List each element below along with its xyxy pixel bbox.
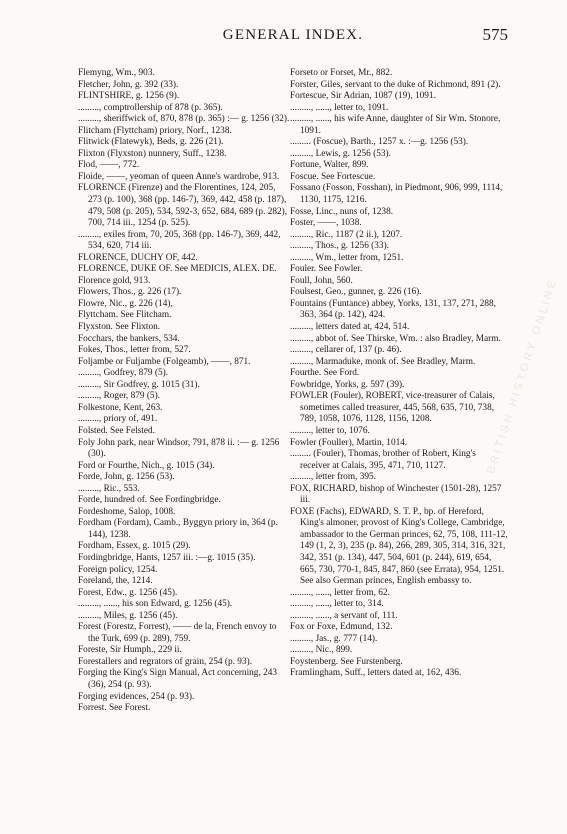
index-entry: Fletcher, John, g. 392 (33). — [78, 79, 179, 90]
index-entry: ........., cellarer of, 137 (p. 46). — [290, 345, 402, 356]
index-column-right — [290, 68, 508, 680]
index-column-left — [78, 68, 290, 715]
index-entry: Flowers, Thos., g. 226 (17). — [78, 287, 182, 298]
index-entry: FLORENCE, DUKE OF. See MEDICIS, ALEX. DE. — [78, 264, 277, 275]
index-entry: ........., ......, letter from, 62. — [290, 587, 390, 598]
index-entry: Foly John park, near Windsor, 791, 878 ii. :— g. 1256 (30). — [78, 437, 280, 460]
index-entry: Focchars, the bankers, 534. — [78, 333, 180, 344]
index-entry: Forest (Forestz, Forrest), —— de la, French envoy to the Turk, 699 (p. 289), 759. — [78, 622, 277, 644]
index-entry: Foreign policy, 1254. — [78, 564, 158, 575]
index-entry: FLINTSHIRE, g. 1256 (9). — [78, 91, 180, 102]
index-entry: Flitcham (Flyttcham) priory, Norf., 1238. — [78, 125, 232, 136]
index-entry: Fortescue, Sir Adrian, 1087 (19), 1091. — [290, 91, 436, 102]
index-entry: Fowler (Fouller), Martin, 1014. — [290, 437, 408, 448]
index-entry: ........., Thos., g. 1256 (33). — [290, 241, 389, 252]
index-entry: Folsted. See Felsted. — [78, 425, 155, 436]
index-entry: Fosse, Linc., nuns of, 1238. — [290, 206, 394, 217]
index-entry: Fouler. See Fowler. — [290, 264, 363, 275]
index-entry: ........., Wm., letter from, 1251. — [290, 252, 404, 263]
index-entry: Foull, John, 560. — [290, 275, 353, 286]
index-entry: ........., Marmaduke, monk of. See Bradley, Marm. — [290, 356, 476, 367]
index-entry: ........., Roger, 879 (5). — [78, 391, 160, 402]
page-number: 575 — [482, 25, 508, 44]
index-entry: Flitwick (Flatewyk), Beds, g. 226 (21). — [78, 137, 224, 148]
index-entry: FOWLER (Fouler), ROBERT, vice-treasurer of Calais, sometimes called treasurer, 445, 568, 635, 710, 738, 789, 1058, 1076, 1128, 1156, 1208. — [290, 391, 495, 425]
index-entry: Foulsest, Geo., gunner, g. 226 (16). — [290, 287, 422, 298]
index-entry: FLORENCE (Firenze) and the Florentines, 124, 205, 273 (p. 100), 368 (pp. 146-7), 369, 442, 458 (p. 187), 479, 508 (p. 205), 534, 592-3, 652, 684, 689 (p. 282), 700, 714 iii., 1254 (p. 525). — [78, 183, 288, 229]
index-entry: Flyttcham. See Flitcham. — [78, 310, 172, 321]
index-entry: Flyxston. See Flixton. — [78, 322, 161, 333]
index-entry: Forrest. See Forest. — [78, 703, 151, 714]
index-entry: Fountains (Funtance) abbey, Yorks, 131, 137, 271, 288, 363, 364 (p. 142), 424. — [290, 298, 496, 321]
index-entry: Forging the King's Sign Manual, Act concerning, 243 (36), 254 (p. 93). — [78, 668, 278, 690]
index-entry: ........., Lewis, g. 1256 (53). — [290, 148, 391, 159]
index-entry: ........., Nic., 899. — [290, 645, 353, 656]
index-entry: Fokes, Thos., letter from, 527. — [78, 345, 191, 356]
index-entry: Forde, John, g. 1256 (53). — [78, 472, 175, 483]
index-entry: Fowbridge, Yorks, g. 597 (39). — [290, 379, 405, 390]
index-entry: ........., Ric., 1187 (2 ii.), 1207. — [290, 229, 403, 240]
index-entry: Foreland, the, 1214. — [78, 576, 153, 587]
index-entry: Fordham, Essex, g. 1015 (29). — [78, 541, 191, 552]
index-entry: Fox or Foxe, Edmund, 132. — [290, 622, 393, 633]
index-entry: ........., letter from, 395. — [290, 472, 376, 483]
index-entry: Forestallers and regrators of grain, 254 (p. 93). — [78, 656, 253, 667]
index-entry: ........., ......, letter to, 314. — [290, 599, 384, 610]
index-entry: Flixton (Flyxston) nunnery, Suff., 1238. — [78, 148, 227, 159]
index-entry: FLORENCE, DUCHY OF, 442. — [78, 252, 198, 263]
index-entry: ........., letters dated at, 424, 514. — [290, 322, 410, 333]
index-entry: ........., priory of, 491. — [78, 414, 158, 425]
index-entry: Forseto or Forset, Mr., 882. — [290, 68, 393, 78]
index-entry: Fourthe. See Ford. — [290, 368, 360, 379]
index-entry: ........., comptrollership of 878 (p. 365). — [78, 102, 223, 113]
index-entry: ........., ......, his wife Anne, daughter of Sir Wm. Stonore, 1091. — [290, 114, 501, 136]
index-entry: FOX, RICHARD, bishop of Winchester (1501-28), 1257 iii. — [290, 483, 502, 506]
index-entry: Forster, Giles, servant to the duke of Richmond, 891 (2). — [290, 79, 501, 90]
index-entry: Fossano (Fosson, Fosshan), in Piedmont, 906, 999, 1114, 1130, 1175, 1216. — [290, 183, 503, 206]
index-entry: Ford or Fourthe, Nich., g. 1015 (34). — [78, 460, 215, 471]
index-entry: Fortune, Walter, 899. — [290, 160, 369, 171]
index-entry: FOXE (Fachs), EDWARD, S. T. P., bp. of Hereford, King's almoner, provost of King's College, Cambridge, ambassador to the German princes, 62, 75, 108, 111-12, 149 (1, 2, 3), 235 (p. 84), 266, 289, 305, 314, 316, 321, 342, 351 (p. 134), 447, 504, 601 (p. 244), 619, 654, 665, 730, 770-1, 845, 847, 860 (see Errata), 954, 1251. See also German princes, English embassy to. — [290, 506, 508, 587]
index-entry: Foscue. See Fortescue. — [290, 171, 376, 182]
index-entry: ........., letter to, 1076. — [290, 425, 370, 436]
page-header — [78, 27, 508, 53]
running-title: GENERAL INDEX. — [222, 27, 364, 43]
index-entry: Forde, hundred of. See Fordingbridge. — [78, 495, 221, 506]
index-entry: Floide, ——, yeoman of queen Anne's wardrobe, 913. — [78, 171, 280, 182]
index-entry: Forging evidences, 254 (p. 93). — [78, 691, 195, 702]
index-entry: ........., sheriffwick of, 870, 878 (p. 365) :— g. 1256 (32). — [78, 114, 290, 125]
index-entry: Foljambe or Fuljambe (Folgeamb), ——, 871. — [78, 356, 251, 367]
index-entry: Flowre, Nic., g. 226 (14), — [78, 298, 173, 309]
index-entry: ........., exiles from, 70, 205, 368 (pp. 146-7), 369, 442, 534, 620, 714 iii. — [78, 229, 281, 252]
index-entry: Flod, ——, 772. — [78, 160, 140, 171]
index-entry: Folkestone, Kent, 263. — [78, 402, 163, 413]
index-entry: ......... (Fouler), Thomas, brother of Robert, King's receiver at Calais, 395, 471, 710, 1127. — [290, 449, 476, 471]
index-entry: Foystenberg. See Furstenberg. — [290, 656, 403, 667]
index-entry: ........., Godfrey, 879 (5). — [78, 368, 169, 379]
index-entry: Flemyng, Wm., 903. — [78, 68, 155, 78]
watermark-text: BRITISH HISTORY ONLINE — [485, 276, 560, 476]
index-entry: Fordeshome, Salop, 1008. — [78, 506, 176, 517]
index-entry: Foreste, Sir Humph., 229 ii. — [78, 645, 182, 656]
index-entry: ........., ......, letter to, 1091. — [290, 102, 389, 113]
index-entry: ........., ......, a servant of, 111. — [290, 610, 398, 621]
index-entry: Fordham (Fordam), Camb., Byggyn priory in, 364 (p. 144), 1238. — [78, 518, 278, 540]
index-entry: Florence gold, 913. — [78, 275, 151, 286]
index-entry: ........., abbot of. See Thirske, Wm. : also Bradley, Marm. — [290, 333, 501, 344]
index-entry: ........., Miles, g. 1256 (45). — [78, 610, 178, 621]
index-entry: ........., ......, his son Edward, g. 1256 (45). — [78, 599, 233, 610]
index-entry: Fordingbridge, Hants, 1257 iii. :—g. 1015 (35). — [78, 552, 256, 563]
index-entry: ........., Ric., 553. — [78, 483, 140, 494]
index-entry: ........., Jas., g. 777 (14). — [290, 633, 378, 644]
index-entry: Framlingham, Suff., letters dated at, 162, 436. — [290, 668, 462, 679]
index-entry: ........., Sir Godfrey, g. 1015 (31). — [78, 379, 200, 390]
index-entry: Forest, Edw., g. 1256 (45). — [78, 587, 178, 598]
index-entry: ......... (Foscue), Barth., 1257 x. :—g. 1256 (53). — [290, 137, 469, 148]
index-entry: Foster, ——, 1038. — [290, 218, 362, 229]
